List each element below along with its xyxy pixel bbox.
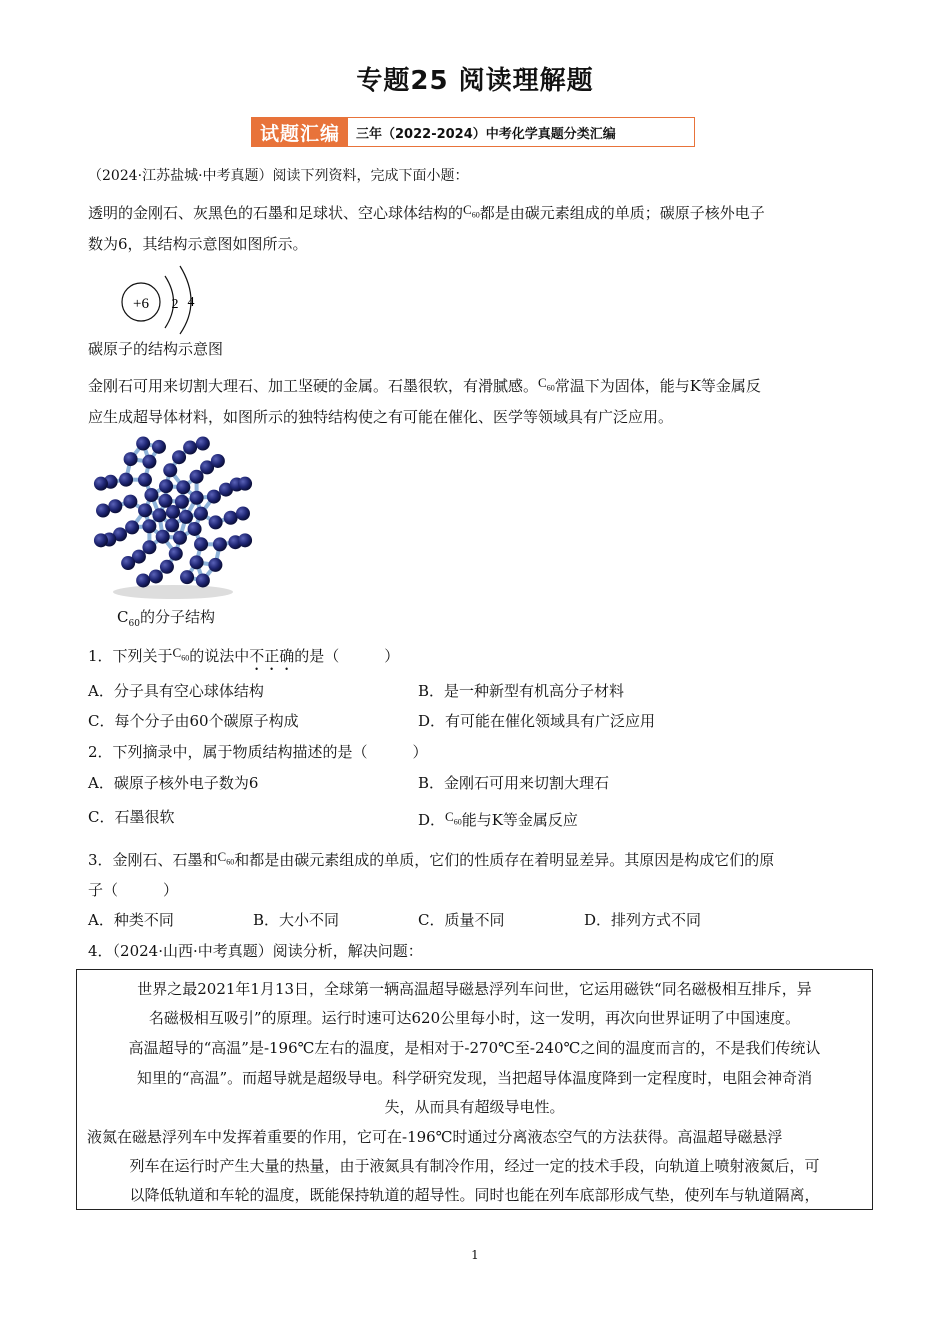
reading-passage-box [76, 969, 873, 1210]
c60-atom [124, 452, 138, 466]
intro-text: 都是由碳元素组成的单质；碳原子核外电子 [479, 204, 765, 222]
q1-option-d[interactable]: D．有可能在催化领域具有广泛应用 [418, 712, 656, 730]
banner-subtitle: 三年（2022-2024）中考化学真题分类汇编 [356, 126, 616, 142]
c60-atom [119, 473, 133, 487]
c60-atom [213, 537, 227, 551]
c60-atom [138, 473, 152, 487]
c60-atom [108, 499, 122, 513]
c60-atom [158, 494, 172, 508]
c60-atom [175, 495, 189, 509]
q1-stem: 1．下列关于$C_{60}$的说法中不正确的是（ ） [88, 645, 400, 665]
page-title: 专题25 阅读理解题 [356, 66, 594, 96]
passage-line: 名磁极相互吸引”的原理。运行时速可达620公里每小时，这一发明，再次向世界证明了中国速度。 [148, 1009, 801, 1027]
c60-atom [142, 455, 156, 469]
c60-molecule-image [86, 432, 260, 602]
c60-atom [163, 463, 177, 477]
c60-atom [190, 491, 204, 505]
q2-option-b[interactable]: B．金刚石可用来切割大理石 [418, 774, 610, 792]
q3-option-a[interactable]: A．种类不同 [88, 911, 174, 929]
c60-atom [144, 488, 158, 502]
c60-atom [238, 533, 252, 547]
q1-option-c[interactable]: C．每个分子由60个碳原子构成 [88, 712, 299, 730]
banner-tag: 试题汇编 [252, 118, 348, 146]
q1-option-a[interactable]: A．分子具有空心球体结构 [88, 682, 264, 700]
source-line: （2024·江苏盐城·中考真题）阅读下列资料，完成下面小题： [88, 168, 469, 184]
c60-atom [190, 470, 204, 484]
c60-atom [96, 504, 110, 518]
c60-atom [196, 573, 210, 587]
q1-option-b[interactable]: B．是一种新型有机高分子材料 [418, 682, 625, 700]
intro-paragraph-1-cont: 数为6，其结构示意图如图所示。 [88, 235, 308, 253]
c60-atom [190, 555, 204, 569]
intro-paragraph-2-cont: 应生成超导体材料，如图所示的独特结构使之有可能在催化、医学等领域具有广泛应用。 [88, 408, 674, 426]
c60-atom [121, 556, 135, 570]
c60-atom [224, 511, 238, 525]
passage-line: 液氮在磁悬浮列车中发挥着重要的作用，它可在-196℃时通过分离液态空气的方法获得。高温超导磁悬浮 [87, 1128, 783, 1146]
c60-atom [173, 531, 187, 545]
c60-atom [165, 518, 179, 532]
c60-atom [138, 503, 152, 517]
c60-atom [142, 540, 156, 554]
q3-option-b[interactable]: B．大小不同 [253, 911, 340, 929]
c60-atom [94, 533, 108, 547]
c60-atom [159, 479, 173, 493]
q3-stem: 3．金刚石、石墨和$C_{60}$和都是由碳元素组成的单质，它们的性质存在着明显差异。其原因是构成它们的原 [88, 849, 775, 869]
c60-atom [180, 570, 194, 584]
emphasis-not-correct: 不正确 [249, 647, 295, 665]
c60-atom [125, 520, 139, 534]
q3-stem-cont: 子（ ） [88, 881, 179, 899]
section-banner [251, 117, 695, 147]
intro-paragraph-1 [88, 200, 765, 226]
q2-option-a[interactable]: A．碳原子核外电子数为6 [88, 774, 259, 792]
c60-caption: $C_{60}$的分子结构 [117, 608, 215, 629]
c60-atom [172, 450, 186, 464]
c60-atom [179, 510, 193, 524]
c60-atom [183, 441, 197, 455]
c60-atom [238, 477, 252, 491]
c60-atom [136, 437, 150, 451]
passage-line: 高温超导的“高温”是-196℃左右的温度，是相对于-270℃至-240℃之间的温度而言的，不是我们传统认 [128, 1039, 821, 1057]
shell-2-count: 4 [187, 295, 195, 310]
c60-atom [207, 490, 221, 504]
atom-caption: 碳原子的结构示意图 [88, 340, 224, 358]
intro-paragraph-2: 金刚石可用来切割大理石、加工坚硬的金属。石墨很软，有滑腻感。$C_{60}$常温下为固体，能与K等金属反 [88, 375, 761, 395]
passage-line: 失，从而具有超级导电性。 [384, 1098, 565, 1116]
q3-option-d[interactable]: D．排列方式不同 [584, 911, 702, 929]
passage-line: 列车在运行时产生大量的热量，由于液氮具有制冷作用，经过一定的技术手段，向轨道上喷射液氮后，可 [129, 1157, 820, 1175]
c60-atom [152, 508, 166, 522]
c60-atom [194, 507, 208, 521]
c60-atom [94, 477, 108, 491]
q4-stem: 4．（2024·山西·中考真题）阅读分析，解决问题： [88, 942, 423, 960]
c60-formula: $C_{60}$ [172, 645, 190, 663]
q3-option-c[interactable]: C．质量不同 [418, 911, 505, 929]
c60-formula: $C_{60}$ [217, 849, 235, 867]
carbon-atom-diagram [112, 262, 202, 336]
c60-atom [136, 573, 150, 587]
passage-line: 以降低轨道和车轮的温度，既能保持轨道的超导性。同时也能在列车底部形成气垫，使列车与轨道隔离， [129, 1186, 820, 1204]
c60-atom [236, 506, 250, 520]
q2-option-d[interactable]: D．$C_{60}$能与K等金属反应 [418, 809, 578, 829]
c60-atom [208, 558, 222, 572]
c60-atom [176, 480, 190, 494]
c60-atom [211, 454, 225, 468]
q2-option-c[interactable]: C．石墨很软 [88, 808, 175, 826]
c60-atom [156, 530, 170, 544]
c60-atom [188, 522, 202, 536]
nucleus-label: +6 [133, 296, 149, 312]
c60-formula: $C_{60}$ [463, 202, 480, 220]
shell-1-count: 2 [171, 297, 179, 312]
intro-text: 透明的金刚石、灰黑色的石墨和足球状、空心球体结构的 [88, 204, 464, 222]
c60-atom [169, 547, 183, 561]
c60-atom [209, 515, 223, 529]
c60-formula: $C_{60}$ [445, 809, 462, 827]
c60-atom [160, 560, 174, 574]
passage-line: 世界之最2021年1月13日，全球第一辆高温超导磁悬浮列车问世，它运用磁铁“同名磁极相互排斥，异 [137, 980, 812, 998]
c60-atom [196, 437, 210, 451]
c60-formula: $C_{60}$ [538, 375, 555, 393]
c60-atom [149, 569, 163, 583]
q2-stem: 2．下列摘录中，属于物质结构描述的是（ ） [88, 743, 428, 761]
c60-atom [152, 440, 166, 454]
c60-atom [194, 537, 208, 551]
passage-line: 知里的“高温”。而超导就是超级导电。科学研究发现，当把超导体温度降到一定程度时，电阻会神奇消 [136, 1069, 813, 1087]
page-number: 1 [471, 1248, 479, 1262]
c60-atom [123, 495, 137, 509]
c60-atom [142, 519, 156, 533]
